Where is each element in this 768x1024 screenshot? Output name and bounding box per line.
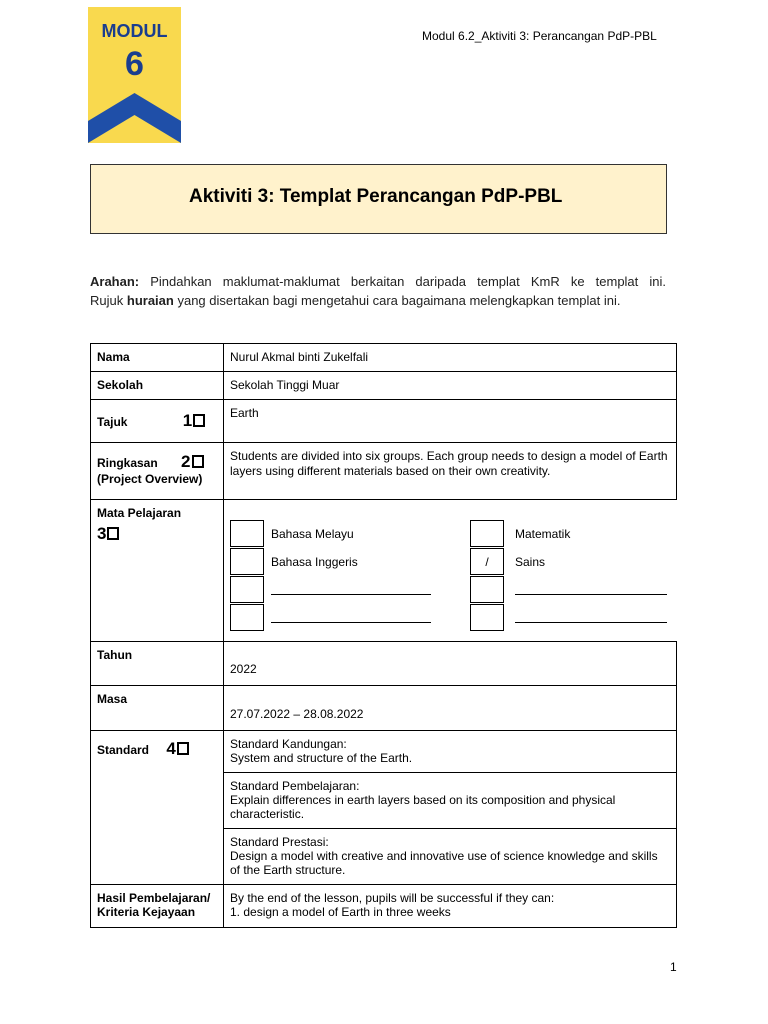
value-cell <box>224 642 677 686</box>
value-cell <box>224 686 677 731</box>
blank-line-right-2 <box>515 622 667 623</box>
value-cell <box>224 829 677 885</box>
row-masa <box>91 686 677 731</box>
modul-6-logo <box>88 7 181 143</box>
label-tahun: Tahun <box>97 648 133 662</box>
instructions-text-1: Pindahkan maklumat-maklumat berkaitan daripada templat KmR ke templat ini. <box>150 274 666 289</box>
checkbox-icon <box>192 455 204 468</box>
label-standard: Standard <box>97 743 150 757</box>
header-reference: Modul 6.2_Aktiviti 3: Perancangan PdP-PBL <box>422 29 657 43</box>
label-cell <box>91 344 224 372</box>
label-tajuk: Tajuk <box>97 415 128 429</box>
checkbox-icon <box>193 414 205 427</box>
marker-number: 4 <box>166 739 176 758</box>
instructions-text-2b: yang disertakan bagi mengetahui cara bagaimana melengkapkan templat ini. <box>177 293 621 308</box>
row-ringkasan <box>91 443 677 500</box>
row-hasil-pembelajaran <box>91 885 677 928</box>
standard-prestasi-title: Standard Prestasi: <box>230 835 329 849</box>
label-project-overview: (Project Overview) <box>97 472 203 486</box>
marker-number: 2 <box>181 452 191 471</box>
checkbox-blank-right-1[interactable] <box>470 576 504 603</box>
label-cell <box>91 642 224 686</box>
label-cell <box>91 372 224 400</box>
subject-matematik: Matematik <box>515 527 571 541</box>
row-tahun <box>91 642 677 686</box>
subject-sains: Sains <box>515 555 546 569</box>
hasil-item-1: 1. design a model of Earth in three weeks <box>230 905 451 919</box>
marker-number: 3 <box>97 524 107 543</box>
subjects-cell <box>224 500 677 642</box>
row-standard-kandungan <box>91 731 677 773</box>
subjects-area <box>224 500 677 640</box>
label-hasil-pembelajaran: Hasil Pembelajaran/ <box>97 891 211 905</box>
value-ringkasan: Students are divided into six groups. Each group needs to design a model of Earth layers using different materials based on their own creativity. <box>230 449 668 478</box>
hasil-intro: By the end of the lesson, pupils will be successful if they can: <box>230 891 555 905</box>
label-cell <box>91 731 224 885</box>
checkbox-bahasa-inggeris[interactable] <box>230 548 264 575</box>
value-masa: 27.07.2022 – 28.08.2022 <box>230 707 364 721</box>
checkbox-blank-left-2[interactable] <box>230 604 264 631</box>
value-cell <box>224 885 677 928</box>
checkbox-bahasa-melayu[interactable] <box>230 520 264 547</box>
logo-text-number: 6 <box>125 45 144 83</box>
checkbox-blank-left-1[interactable] <box>230 576 264 603</box>
value-tahun: 2022 <box>230 662 257 676</box>
value-sekolah: Sekolah Tinggi Muar <box>230 378 340 392</box>
label-cell <box>91 443 224 500</box>
value-cell <box>224 443 677 500</box>
value-cell <box>224 400 677 443</box>
instructions-label: Arahan: <box>90 274 140 289</box>
standard-kandungan-text: System and structure of the Earth. <box>230 751 413 765</box>
instructions-huraian: huraian <box>126 293 174 308</box>
blank-line-right-1 <box>515 594 667 595</box>
standard-pembelajaran-title: Standard Pembelajaran: <box>230 779 360 793</box>
marker-number: 1 <box>182 411 193 430</box>
label-nama: Nama <box>97 350 130 364</box>
row-mata-pelajaran <box>91 500 677 642</box>
standard-kandungan-title: Standard Kandungan: <box>230 737 347 751</box>
logo-text-modul: MODUL <box>101 21 168 41</box>
marker-2 <box>181 452 203 472</box>
checkbox-icon <box>107 527 119 540</box>
standard-prestasi-text: Design a model with creative and innovative use of science knowledge and skills of the Earth structure. <box>230 849 658 877</box>
marker-1 <box>183 411 205 431</box>
subject-bahasa-inggeris: Bahasa Inggeris <box>271 555 358 569</box>
value-cell <box>224 731 677 773</box>
value-nama: Nurul Akmal binti Zukelfali <box>230 350 369 364</box>
checkbox-icon <box>177 742 189 755</box>
checkbox-matematik[interactable] <box>470 520 504 547</box>
page-title: Aktiviti 3: Templat Perancangan PdP-PBL <box>189 186 563 207</box>
instructions-text-2a: Rujuk <box>90 293 124 308</box>
value-cell <box>224 372 677 400</box>
row-nama <box>91 344 677 372</box>
marker-4 <box>166 739 188 759</box>
label-kriteria-kejayaan: Kriteria Kejayaan <box>97 905 196 919</box>
standard-pembelajaran-text: Explain differences in earth layers based on its composition and physical characteristic. <box>230 793 616 821</box>
label-ringkasan: Ringkasan <box>97 456 158 470</box>
page-number: 1 <box>670 960 677 974</box>
label-cell <box>91 500 224 642</box>
instructions <box>90 272 666 310</box>
value-tajuk: Earth <box>230 406 259 420</box>
subject-bahasa-melayu: Bahasa Melayu <box>271 527 354 541</box>
row-tajuk <box>91 400 677 443</box>
label-masa: Masa <box>97 692 128 706</box>
label-sekolah: Sekolah <box>97 378 144 392</box>
row-sekolah <box>91 372 677 400</box>
label-cell <box>91 686 224 731</box>
checkbox-blank-right-2[interactable] <box>470 604 504 631</box>
label-cell <box>91 400 224 443</box>
blank-line-left-1 <box>271 594 431 595</box>
title-box <box>90 164 667 234</box>
value-cell <box>224 344 677 372</box>
checkbox-sains[interactable]: / <box>470 548 504 575</box>
value-cell <box>224 773 677 829</box>
blank-line-left-2 <box>271 622 431 623</box>
label-cell <box>91 885 224 928</box>
label-mata-pelajaran: Mata Pelajaran <box>97 506 182 520</box>
planning-form-table <box>90 343 677 928</box>
marker-3 <box>97 524 119 544</box>
